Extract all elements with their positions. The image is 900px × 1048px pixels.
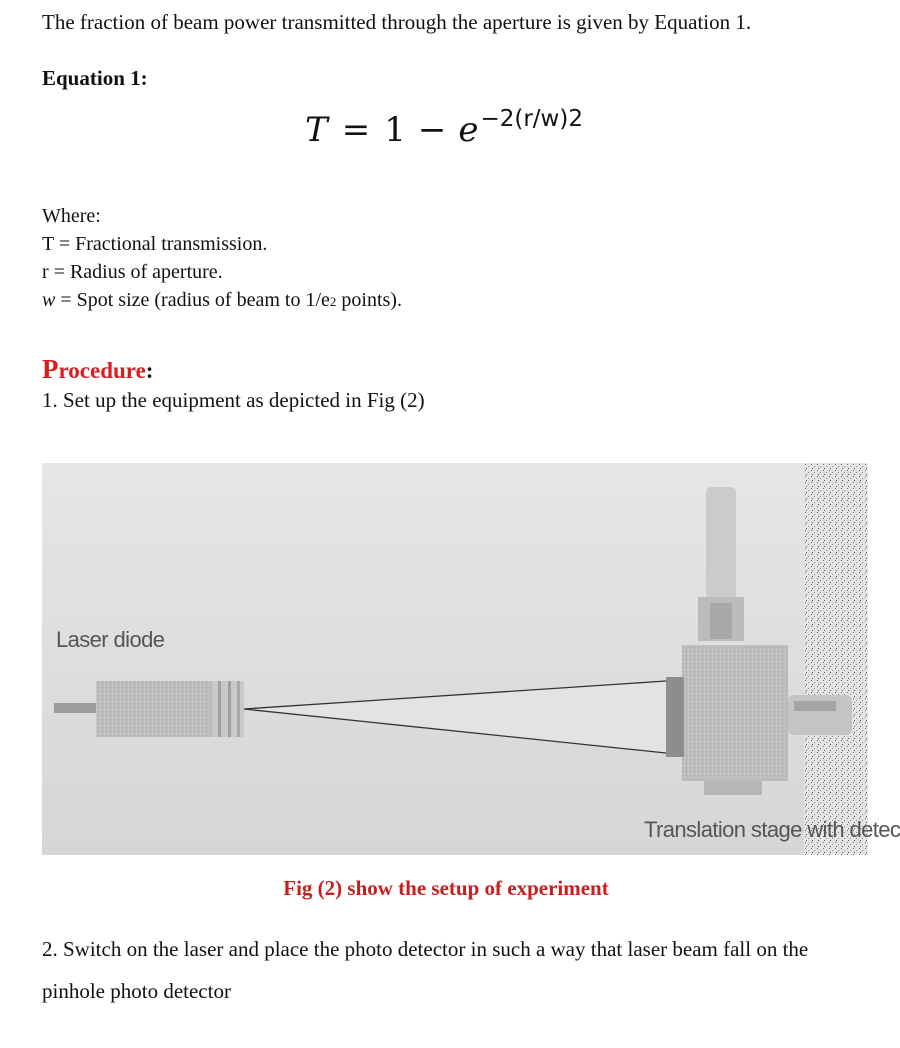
equation-base: e [458,110,479,150]
w-symbol: w [42,289,56,311]
intro-text: The fraction of beam power transmitted through the aperture is given by Equation 1. [42,10,752,34]
laser-diode-icon [54,681,244,737]
equation-exponent: −2(r/w)2 [480,106,583,132]
setup-illustration [42,463,868,855]
translation-stage-label: Translation stage with detec [644,817,900,842]
equation-lhs: T [305,110,328,150]
where-heading: Where: [42,205,101,227]
where-definitions [42,202,402,316]
w-definition-sub: 2 [329,294,337,309]
equation-1 [305,106,583,150]
procedure-heading-colon: : [145,358,154,383]
equation-one: 1 [384,110,406,150]
setup-figure [42,463,900,855]
equation-label: Equation 1: [42,66,148,90]
laser-diode-label: Laser diode [56,627,165,652]
procedure-heading [42,354,153,385]
equation-minus: − [417,110,447,150]
figure-caption: Fig (2) show the setup of experiment [283,876,609,900]
w-definition-prefix: = Spot size (radius of beam to 1/e [55,289,330,311]
r-definition: r = Radius of aperture. [42,261,223,283]
procedure-heading-rest: rocedure [58,358,146,383]
procedure-step-2: 2. Switch on the laser and place the photo detector in such a way that laser beam fall on the pinhole photo detector [42,937,809,1003]
speckle-edge [804,463,868,855]
procedure-heading-initial: P [42,354,59,384]
equation-equals: = [341,110,371,150]
w-definition [42,286,402,316]
procedure-step-1: 1. Set up the equipment as depicted in Fig (2) [42,388,425,412]
laser-beam [244,681,666,753]
w-definition-suffix: points). [336,289,402,311]
t-definition: T = Fractional transmission. [42,233,268,255]
